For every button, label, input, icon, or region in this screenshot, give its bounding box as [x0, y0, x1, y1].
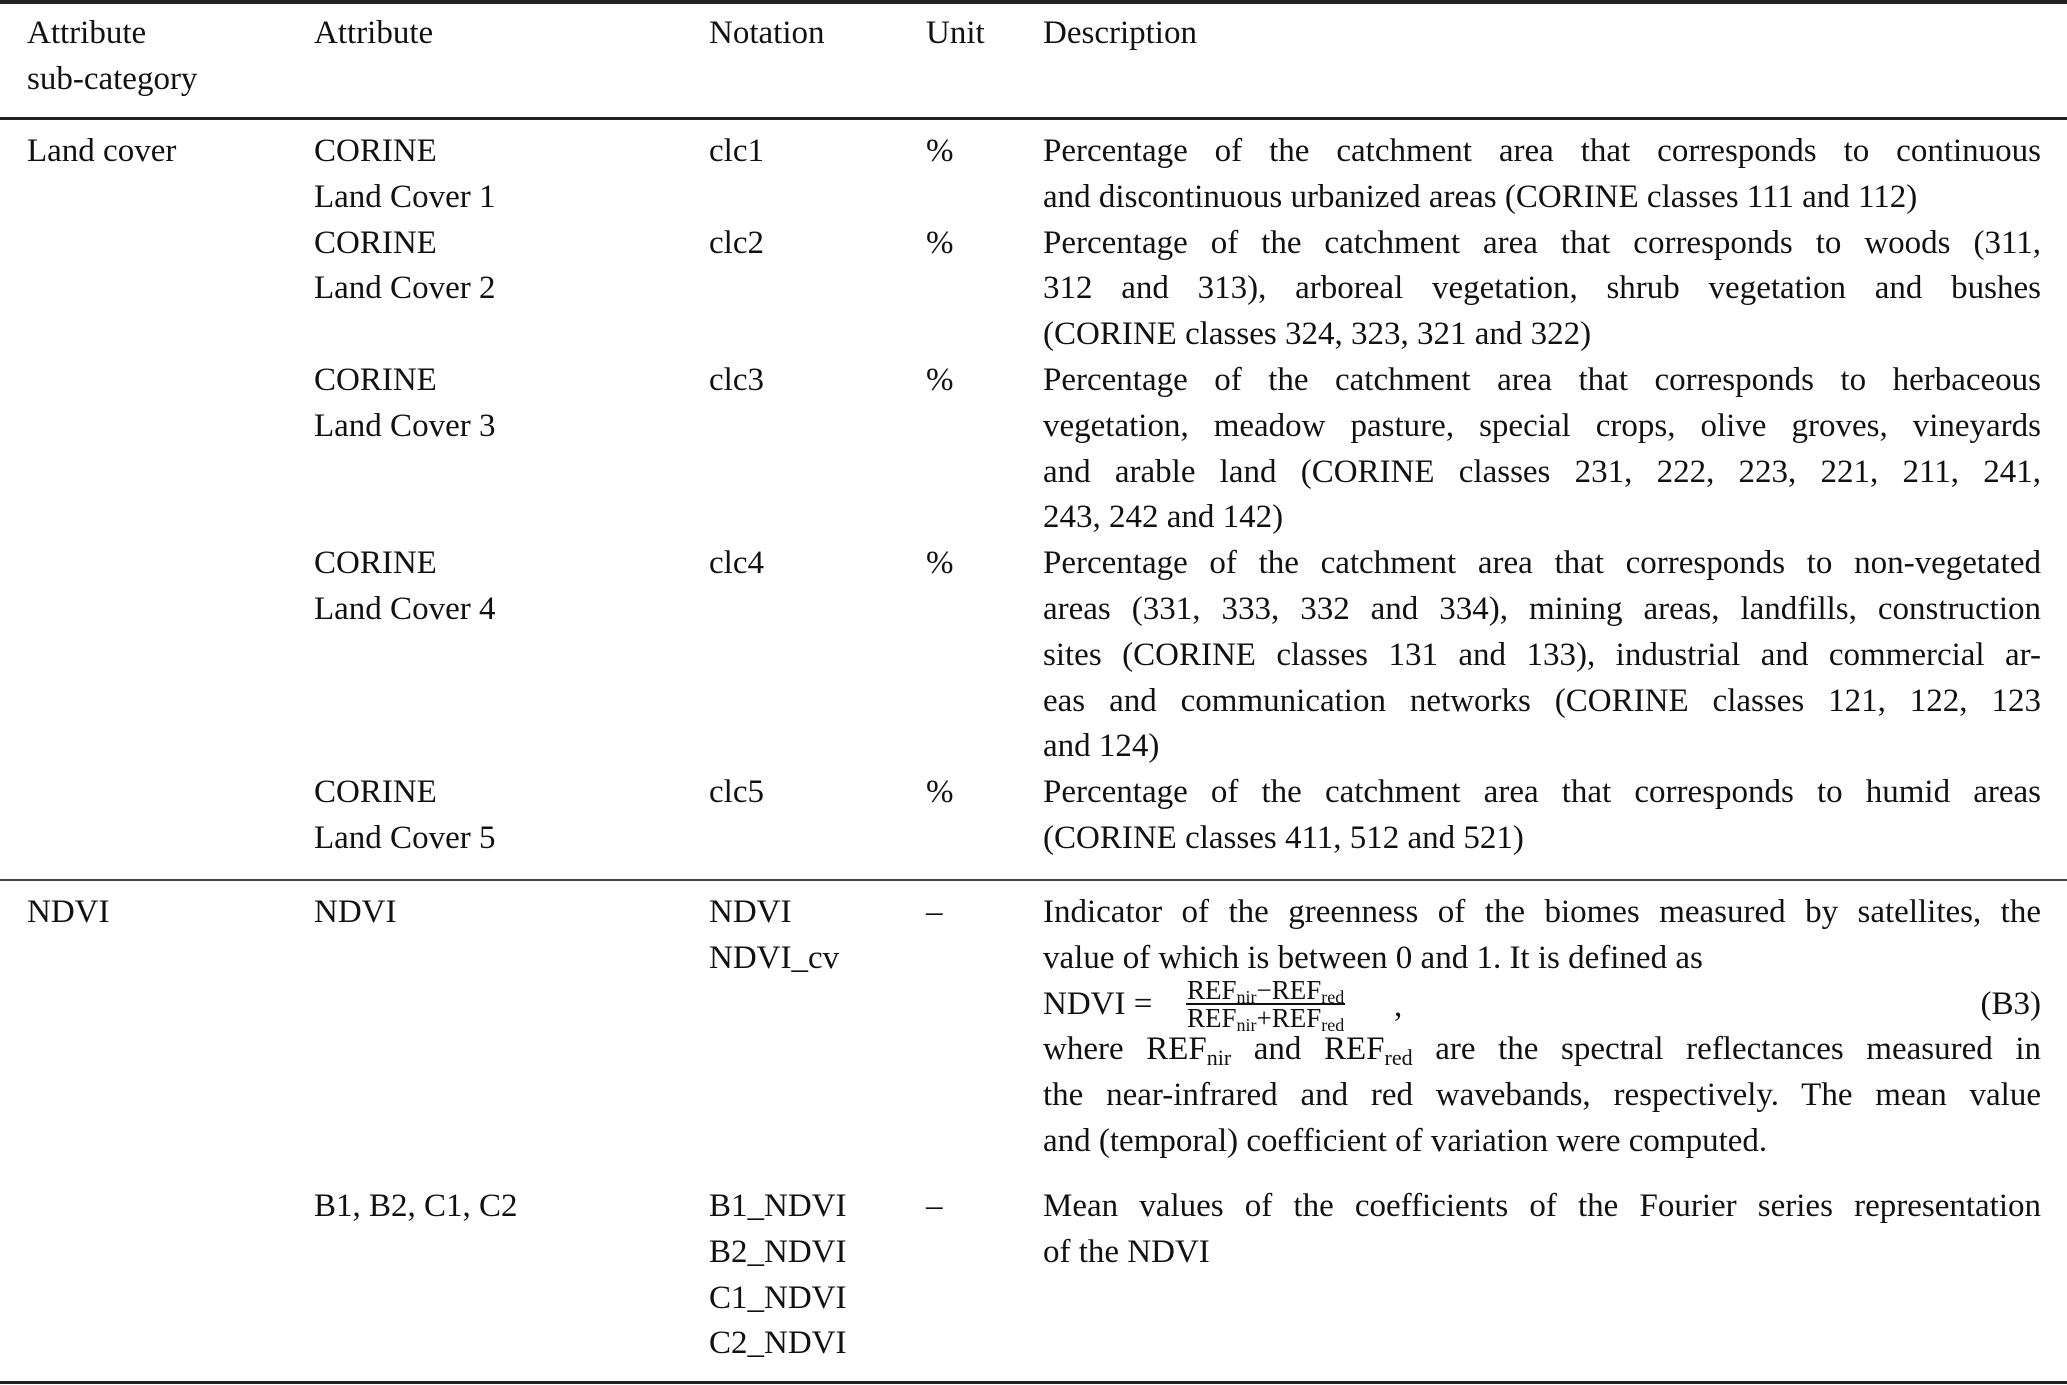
row-attribute-clc1: [314, 129, 495, 221]
ref-text: REF: [1187, 1002, 1237, 1033]
row-description-clc4: [1043, 541, 2041, 770]
text-span: and: [1231, 1031, 1325, 1068]
description-line: 243, 242 and 142): [1043, 499, 1284, 536]
nir-subscript: nir: [1206, 1045, 1232, 1071]
text-span: where: [1043, 1031, 1147, 1068]
row-unit-fourier: –: [926, 1188, 943, 1224]
red-subscript: red: [1384, 1045, 1413, 1071]
row-attribute-ndvi: NDVI: [314, 894, 397, 930]
ref-text: REF: [1271, 974, 1322, 1005]
description-line: (CORINE classes 411, 512 and 521): [1043, 819, 1524, 856]
description-line: Percentage of the catchment area that corresponds to woods (311,: [1043, 224, 2041, 261]
notation-line: NDVI: [709, 894, 792, 930]
row-unit-clc1: %: [926, 133, 954, 169]
minus-sign: −: [1256, 974, 1272, 1005]
header-attribute: Attribute: [314, 15, 434, 51]
row-notation-ndvi: [709, 890, 839, 982]
row-description-clc2: [1043, 221, 2041, 358]
group-subcategory-land-cover: Land cover: [27, 133, 177, 169]
attribute-line: CORINE: [314, 362, 437, 398]
attribute-line: Land Cover 3: [314, 407, 496, 444]
attribute-line: CORINE: [314, 224, 437, 261]
nir-subscript: nir: [1236, 986, 1257, 1007]
red-subscript: red: [1321, 986, 1345, 1007]
equation-comma: ,: [1394, 987, 1403, 1024]
header-description: Description: [1043, 15, 1197, 51]
ref-text: REF: [1187, 974, 1237, 1005]
row-attribute-fourier: B1, B2, C1, C2: [314, 1188, 518, 1224]
description-line: Percentage of the catchment area that corresponds to herbaceous: [1043, 362, 2041, 398]
group-subcategory-ndvi: NDVI: [27, 894, 110, 930]
description-line: vegetation, meadow pasture, special crops, olive groves, vineyards: [1043, 407, 2041, 444]
header-unit: Unit: [926, 15, 985, 51]
row-unit-clc3: %: [926, 362, 954, 398]
row-description-clc5: [1043, 770, 2041, 862]
row-description-fourier: [1043, 1184, 2041, 1276]
description-line: and discontinuous urbanized areas (CORINE classes 111 and 112): [1043, 178, 1918, 215]
row-unit-clc2: %: [926, 224, 954, 261]
description-line: and (temporal) coefficient of variation were computed.: [1043, 1122, 1768, 1159]
equation-number: (B3): [1980, 985, 2041, 1022]
description-line: 312 and 313), arboreal vegetation, shrub vegetation and bushes: [1043, 270, 2041, 307]
fraction-denominator: [1186, 1002, 1345, 1035]
notation-line: NDVI_cv: [709, 939, 840, 976]
description-line: eas and communication networks (CORINE classes 121, 122, 123: [1043, 682, 2041, 719]
row-description-clc1: [1043, 129, 2041, 221]
description-line: the near-infrared and red wavebands, respectively. The mean value: [1043, 1077, 2041, 1114]
row-notation-clc5: clc5: [709, 774, 764, 811]
nir-subscript: nir: [1236, 1014, 1257, 1035]
attribute-line: Land Cover 4: [314, 590, 496, 627]
row-unit-clc4: %: [926, 545, 954, 582]
row-notation-clc4: clc4: [709, 545, 764, 582]
row-description-clc3: [1043, 358, 2041, 541]
row-attribute-clc4: [314, 541, 495, 633]
description-line: Indicator of the greenness of the biomes measured by satellites, the: [1043, 894, 2041, 930]
description-line: Percentage of the catchment area that corresponds to non-vegetated: [1043, 545, 2041, 582]
description-line: Percentage of the catchment area that corresponds to continuous: [1043, 133, 2041, 169]
plus-sign: +: [1256, 1002, 1272, 1033]
notation-line: C2_NDVI: [709, 1325, 847, 1362]
description-line: (CORINE classes 324, 323, 321 and 322): [1043, 316, 1592, 353]
header-subcategory-line: sub-category: [27, 60, 198, 97]
description-line: and 124): [1043, 728, 1160, 765]
description-line: areas (331, 333, 332 and 334), mining areas, landfills, construction: [1043, 590, 2041, 627]
attribute-line: Land Cover 1: [314, 178, 496, 215]
description-line: Percentage of the catchment area that corresponds to humid areas: [1043, 774, 2041, 811]
row-description-ndvi: [1043, 890, 2041, 1165]
table-bottom-rule: [0, 1381, 2067, 1384]
row-unit-clc5: %: [926, 774, 954, 811]
row-unit-ndvi: –: [926, 894, 943, 930]
header-rule: [0, 117, 2067, 120]
header-notation: Notation: [709, 15, 825, 51]
row-notation-clc3: clc3: [709, 362, 764, 398]
attribute-line: CORINE: [314, 133, 437, 169]
group-separator-rule: [0, 879, 2067, 881]
header-subcategory: [27, 11, 197, 103]
description-line: of the NDVI: [1043, 1233, 1210, 1270]
ref-text: REF: [1324, 1031, 1385, 1068]
description-line: and arable land (CORINE classes 231, 222, 223, 221, 211, 241,: [1043, 453, 2041, 490]
attribute-line: Land Cover 5: [314, 819, 496, 856]
red-subscript: red: [1321, 1014, 1345, 1035]
equation-lhs: NDVI =: [1043, 985, 1153, 1022]
description-line: value of which is between 0 and 1. It is defined as: [1043, 939, 1703, 976]
row-notation-clc2: clc2: [709, 224, 764, 261]
text-span: are the spectral reflectances measured in: [1412, 1031, 2041, 1068]
description-line: sites (CORINE classes 131 and 133), industrial and commercial ar-: [1043, 636, 2041, 673]
row-attribute-clc2: [314, 221, 495, 313]
description-line-where: [1043, 1027, 2041, 1073]
row-notation-clc1: clc1: [709, 133, 764, 169]
notation-line: B2_NDVI: [709, 1233, 847, 1270]
fraction-numerator: [1186, 974, 1345, 1007]
notation-line: C1_NDVI: [709, 1279, 847, 1316]
row-attribute-clc3: [314, 358, 495, 450]
row-attribute-clc5: [314, 770, 495, 862]
equation-fraction: [1186, 974, 1345, 1035]
ref-text: REF: [1271, 1002, 1322, 1033]
ndvi-equation: [1043, 974, 2041, 1035]
ref-text: REF: [1146, 1031, 1207, 1068]
row-notation-fourier: [709, 1184, 847, 1367]
attribute-line: Land Cover 2: [314, 270, 496, 307]
table-top-rule: [0, 0, 2067, 4]
attribute-line: CORINE: [314, 774, 437, 811]
notation-line: B1_NDVI: [709, 1188, 847, 1224]
description-line: Mean values of the coefficients of the Fourier series representation: [1043, 1188, 2041, 1224]
header-subcategory-line: Attribute: [27, 15, 147, 51]
attribute-line: CORINE: [314, 545, 437, 582]
